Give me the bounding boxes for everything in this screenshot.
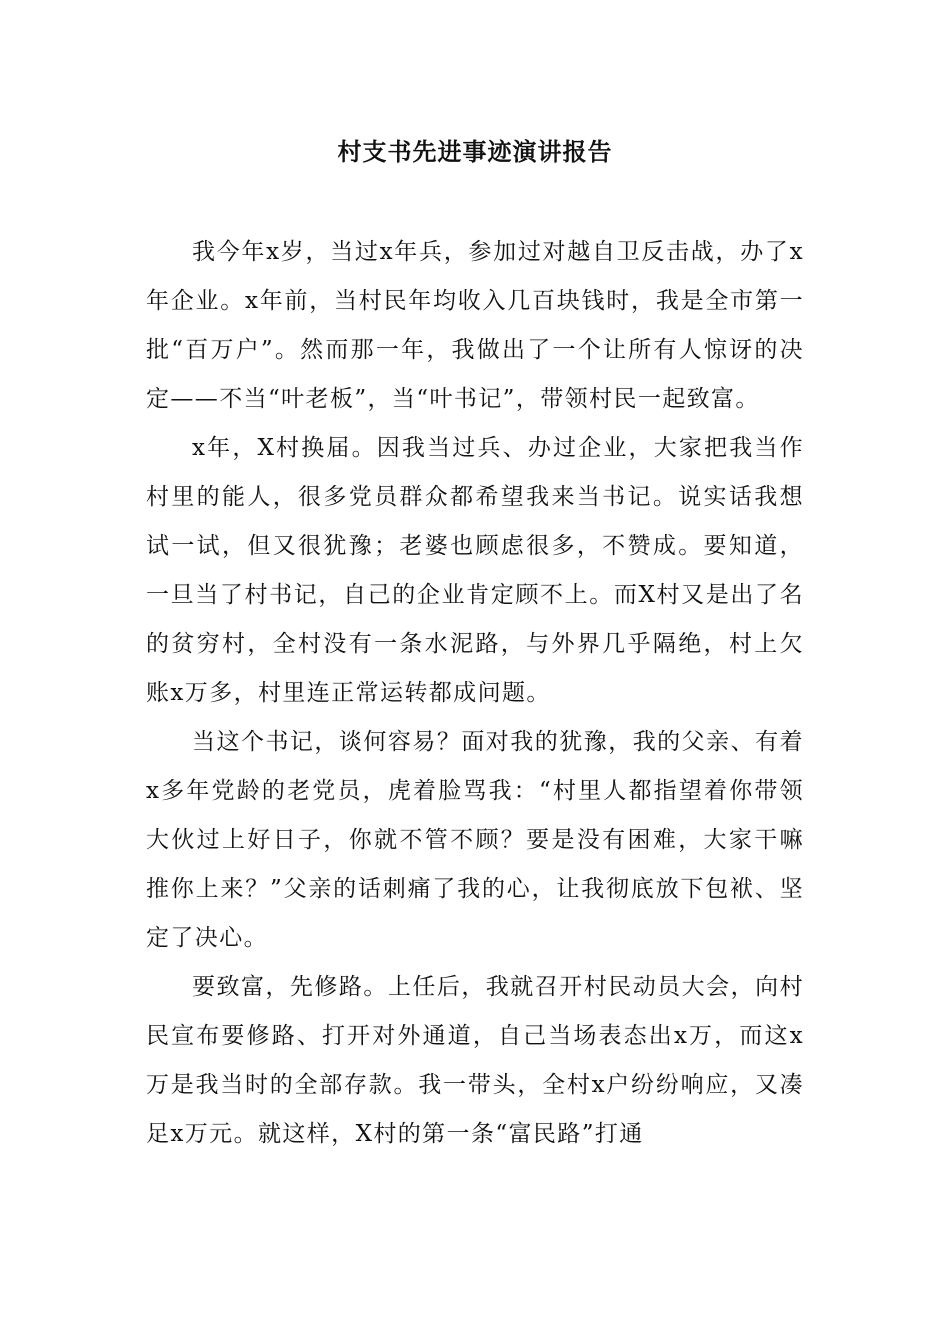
paragraph-2: x年，X村换届。因我当过兵、办过企业，大家把我当作村里的能人，很多党员群众都希望我来当书记。说实话我想试一试，但又很犹豫；老婆也顾虑很多，不赞成。要知道，一旦当了村书记，自己的企业肯定顾不上。而X村又是出了名的贫穷村，全村没有一条水泥路，与外界几乎隔绝，村上欠账x万多，村里连正常运转都成问题。 xyxy=(146,435,804,706)
paragraph-3: 当这个书记，谈何容易？面对我的犹豫，我的父亲、有着x多年党龄的老党员，虎着脸骂我：“村里人都指望着你带领大伙过上好日子，你就不管不顾？要是没有困难，大家干嘛推你上来？”父亲的话刺痛了我的心，让我彻底放下包袱、坚定了决心。 xyxy=(146,729,804,951)
paragraph-4: 要致富，先修路。上任后，我就召开村民动员大会，向村民宣布要修路、打开对外通道，自己当场表态出x万，而这x万是我当时的全部存款。我一带头，全村x户纷纷响应，又凑足x万元。就这样，X村的第一条“富民路”打通 xyxy=(146,974,804,1147)
document-body xyxy=(146,228,804,1159)
paragraph-1: 我今年x岁，当过x年兵，参加过对越自卫反击战，办了x年企业。x年前，当村民年均收入几百块钱时，我是全市第一批“百万户”。然而那一年，我做出了一个让所有人惊讶的决定——不当“叶老板”，当“叶书记”，带领村民一起致富。 xyxy=(146,239,804,412)
document-title: 村支书先进事迹演讲报告 xyxy=(337,137,613,166)
